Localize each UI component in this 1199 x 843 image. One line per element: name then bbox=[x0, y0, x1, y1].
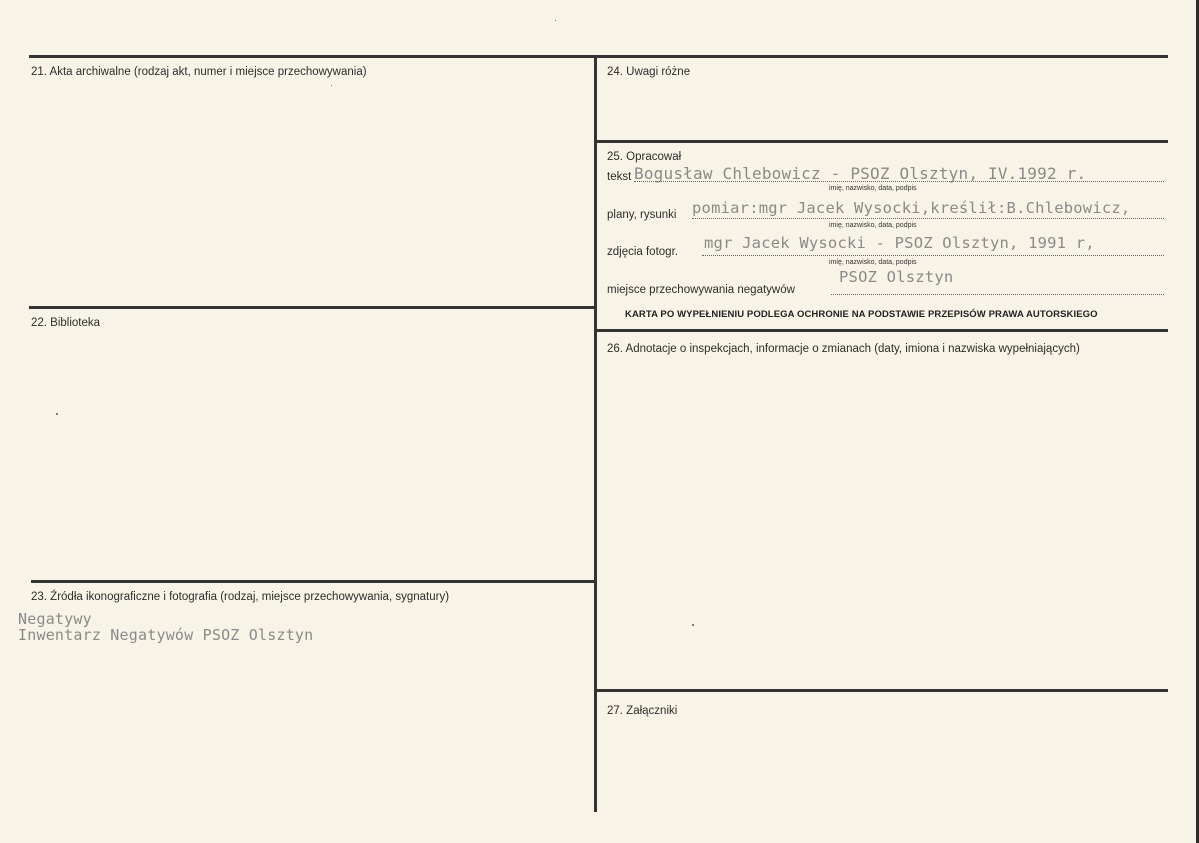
section-23-typed-line1: Negatywy bbox=[18, 610, 92, 628]
section-26-label: 26. Adnotacje o inspekcjach, informacje o zmianach (daty, imiona i nazwiska wypełniających) bbox=[607, 343, 1080, 355]
rule-24-25 bbox=[594, 140, 1168, 143]
zdjecia-value: mgr Jacek Wysocki - PSOZ Olsztyn, 1991 r, bbox=[704, 234, 1095, 252]
section-27-label: 27. Załączniki bbox=[607, 705, 678, 717]
rule-22-23 bbox=[31, 580, 595, 583]
paper-speck bbox=[555, 20, 556, 21]
section-22-label: 22. Biblioteka bbox=[31, 317, 101, 329]
paper-speck bbox=[331, 85, 332, 86]
plany-caption: imię, nazwisko, data, podpis bbox=[829, 222, 917, 229]
tekst-label: tekst bbox=[607, 171, 632, 183]
plany-value: pomiar:mgr Jacek Wysocki,kreślił:B.Chlebowicz, bbox=[692, 199, 1131, 217]
zdjecia-caption: imię, nazwisko, data, podpis bbox=[829, 259, 917, 266]
copyright-notice: KARTA PO WYPEŁNIENIU PODLEGA OCHRONIE NA PODSTAWIE PRZEPISÓW PRAWA AUTORSKIEGO bbox=[625, 309, 1098, 320]
tekst-dotted-line bbox=[634, 181, 1164, 182]
paper-speck bbox=[692, 624, 694, 626]
negatywy-value: PSOZ Olsztyn bbox=[839, 268, 954, 286]
plany-label: plany, rysunki bbox=[607, 209, 677, 221]
rule-21-22 bbox=[29, 306, 595, 309]
section-24-label: 24. Uwagi różne bbox=[607, 66, 691, 78]
section-25-label: 25. Opracował bbox=[607, 151, 682, 163]
center-divider bbox=[594, 55, 597, 812]
tekst-value: Bogusław Chlebowicz - PSOZ Olsztyn, IV.1992 r. bbox=[634, 164, 1087, 183]
paper-speck bbox=[56, 413, 58, 415]
rule-25-26 bbox=[594, 329, 1168, 332]
section-23-typed-line2: Inwentarz Negatywów PSOZ Olsztyn bbox=[18, 626, 314, 644]
tekst-caption: imię, nazwisko, data, podpis bbox=[829, 185, 917, 192]
rule-26-27 bbox=[594, 689, 1168, 692]
section-23-label: 23. Źródła ikonograficzne i fotografia (rodzaj, miejsce przechowywania, sygnatury) bbox=[31, 591, 450, 603]
zdjecia-dotted-line bbox=[702, 255, 1164, 256]
negatywy-dotted-line bbox=[831, 294, 1164, 295]
plany-dotted-line bbox=[692, 218, 1164, 219]
section-21-label: 21. Akta archiwalne (rodzaj akt, numer i miejsce przechowywania) bbox=[31, 66, 367, 78]
top-rule bbox=[29, 55, 1168, 58]
negatywy-label: miejsce przechowywania negatywów bbox=[607, 284, 795, 296]
zdjecia-label: zdjęcia fotogr. bbox=[607, 246, 678, 258]
